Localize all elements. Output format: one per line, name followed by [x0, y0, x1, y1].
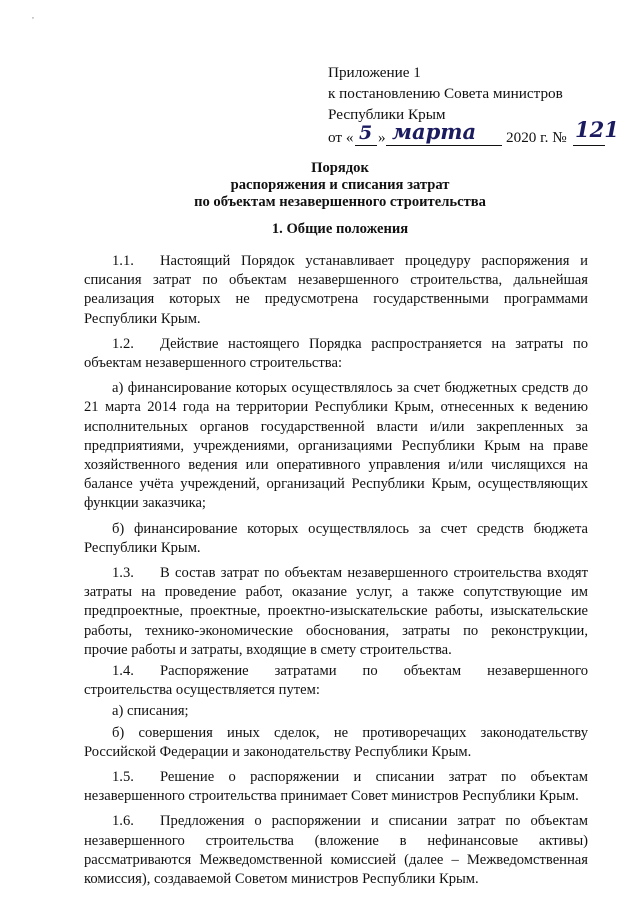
paragraph-1-6: [84, 812, 588, 889]
title-line-2: распоряжения и списания затрат: [230, 177, 450, 194]
paragraph-number: 1.1.: [112, 253, 134, 269]
month-underline: [386, 145, 502, 146]
republic-name: Республики Крым: [328, 106, 446, 123]
paragraph-1-3: [84, 564, 588, 660]
paragraph-1-4-a: [84, 702, 588, 721]
day-underline: [355, 145, 377, 146]
paragraph-text: В состав затрат по объектам незавершенного строительства входят затраты на проведение работ, оказание услуг, а также сопутствующие им предпроектные, проектные, проектно-изыскательские работы, изыскательские работы, технико-экономические обоснования, затраты по реконструкции, прочие работы и затраты, входящие в смету строительства.: [84, 565, 588, 658]
paragraph-1-2: [84, 335, 588, 373]
paragraph-1-4: [84, 662, 588, 700]
scan-mark: ,: [32, 11, 34, 20]
date-day-handwritten: 5: [359, 122, 373, 144]
paragraph-number: 1.5.: [112, 769, 134, 786]
paragraph-text: Действие настоящего Порядка распространяется на затраты по объектам незавершенного строительства:: [84, 335, 588, 372]
date-month-handwritten: марта: [392, 119, 477, 144]
title-line-3: по объектам незавершенного строительства: [194, 194, 486, 211]
paragraph-number: 1.2.: [112, 335, 134, 352]
paragraph-text: а) списания;: [112, 703, 189, 720]
paragraph-text: Предложения о распоряжении и списании затрат по объектам незавершенного строительства (вложение в нефинансовые активы) рассматриваются Межведомственной комиссией (далее – Межведомственная комиссия), создаваемой Советом министров Республики Крым.: [84, 813, 588, 888]
date-mid: »: [378, 129, 386, 146]
date-prefix: от «: [328, 129, 354, 146]
paragraph-number: 1.6.: [112, 813, 134, 830]
resolution-date-line: [328, 117, 619, 149]
number-underline: [573, 145, 605, 146]
paragraph-1-1: [84, 252, 588, 329]
paragraph-text: Распоряжение затратами по объектам незавершенного строительства осуществляется путем:: [84, 663, 588, 699]
appendix-label: Приложение 1: [328, 64, 421, 81]
paragraph-number: 1.4.: [112, 663, 134, 680]
paragraph-text: б) совершения иных сделок, не противоречащих законодательству Российской Федерации и законодательству Республики Крым.: [84, 724, 588, 760]
paragraph-text: Настоящий Порядок устанавливает процедуру распоряжения и списания затрат по объектам незавершенного строительства, дальнейшая реализация которых не предусмотрена государственными программами Республики Крым.: [84, 253, 588, 327]
document-title: [40, 160, 640, 212]
section-heading: 1. Общие положения: [271, 221, 409, 237]
paragraph-1-2-b: [84, 520, 588, 558]
resolution-ref: к постановлению Совета министров: [328, 85, 563, 102]
document-body: [84, 252, 588, 892]
paragraph-number: 1.3.: [112, 565, 134, 582]
resolution-number-handwritten: 121: [575, 117, 619, 142]
paragraph-text: Решение о распоряжении и списании затрат по объектам незавершенного строительства принимает Совет министров Республики Крым.: [84, 769, 588, 805]
paragraph-1-5: [84, 768, 588, 806]
paragraph-text: а) финансирование которых осуществлялось за счет бюджетных средств до 21 марта 2014 года на территории Республики Крым, отнесенных к ведению исполнительных органов государственной власти и/или закрепленных за предприятиями, учреждениями, организациями Республики Крым на праве хозяйственного ведения или оперативного управления и/или числящихся на балансе учёта учреждений, организаций Республики Крым, осуществляющих функции заказчика;: [84, 380, 588, 512]
title-line-1: Порядок: [311, 160, 369, 176]
paragraph-1-4-b: [84, 724, 588, 762]
paragraph-text: б) финансирование которых осуществлялось за счет средств бюджета Республики Крым.: [84, 520, 588, 556]
appendix-header: [328, 62, 618, 149]
paragraph-1-2-a: [84, 379, 588, 513]
date-year: 2020 г. №: [506, 129, 567, 146]
